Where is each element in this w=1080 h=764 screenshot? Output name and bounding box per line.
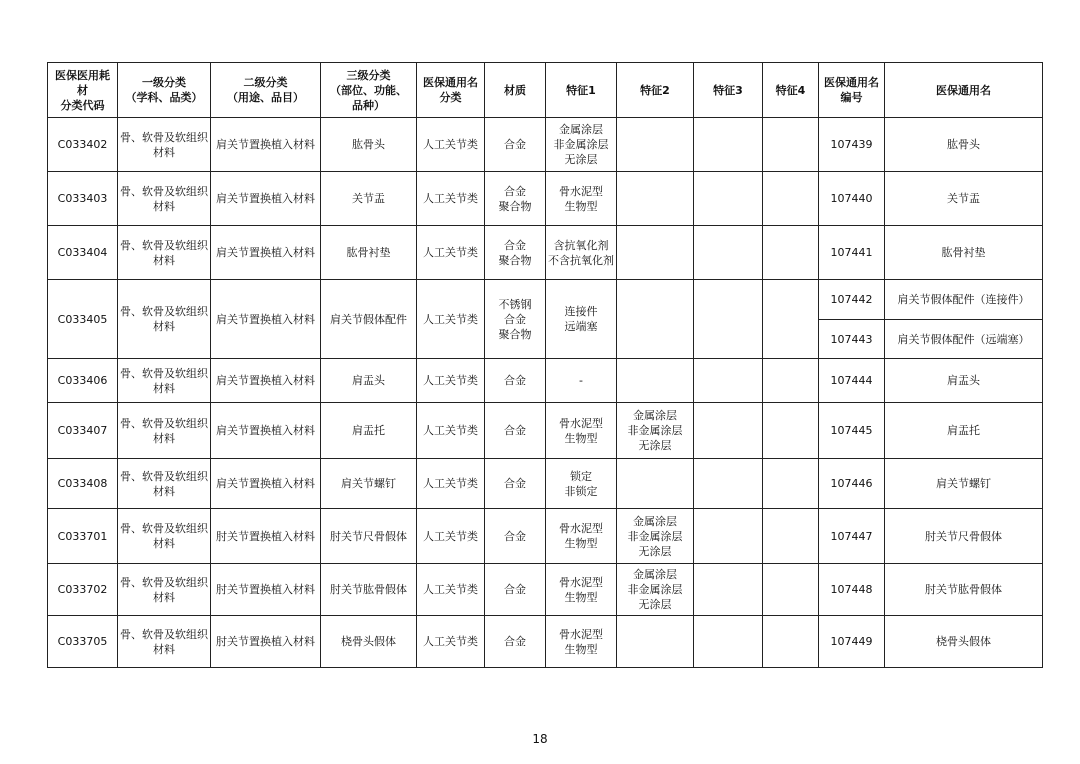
cell-feature2 xyxy=(617,118,694,172)
cell-material: 合金 xyxy=(485,118,546,172)
cell-number: 107442 xyxy=(819,280,885,320)
cell-number: 107447 xyxy=(819,509,885,564)
cell-level1: 骨、软骨及软组织 材料 xyxy=(118,509,211,564)
cell-category: 人工关节类 xyxy=(417,459,485,509)
table-row xyxy=(48,359,1043,403)
cell-feature2: 金属涂层 非金属涂层 无涂层 xyxy=(617,564,694,616)
cell-code: C033402 xyxy=(48,118,118,172)
header-level2: 二级分类 （用途、品目） xyxy=(211,63,321,118)
cell-feature1: - xyxy=(546,359,617,403)
cell-code: C033407 xyxy=(48,403,118,459)
cell-level3: 桡骨头假体 xyxy=(321,616,417,668)
cell-feature2 xyxy=(617,172,694,226)
cell-name: 肩盂托 xyxy=(885,403,1043,459)
cell-number: 107440 xyxy=(819,172,885,226)
cell-material: 合金 xyxy=(485,564,546,616)
cell-level3: 肱骨衬垫 xyxy=(321,226,417,280)
cell-number: 107444 xyxy=(819,359,885,403)
cell-feature2 xyxy=(617,359,694,403)
cell-name: 肘关节尺骨假体 xyxy=(885,509,1043,564)
cell-feature4 xyxy=(763,359,819,403)
cell-code: C033701 xyxy=(48,509,118,564)
cell-feature1: 骨水泥型 生物型 xyxy=(546,509,617,564)
cell-feature1: 骨水泥型 生物型 xyxy=(546,564,617,616)
cell-level1: 骨、软骨及软组织 材料 xyxy=(118,616,211,668)
cell-number: 107445 xyxy=(819,403,885,459)
header-feature4: 特征4 xyxy=(763,63,819,118)
header-code: 医保医用耗材 分类代码 xyxy=(48,63,118,118)
cell-material: 合金 聚合物 xyxy=(485,172,546,226)
cell-feature2 xyxy=(617,459,694,509)
cell-category: 人工关节类 xyxy=(417,564,485,616)
cell-name: 肩关节假体配件（远端塞） xyxy=(885,320,1043,359)
cell-level3: 肩盂头 xyxy=(321,359,417,403)
cell-category: 人工关节类 xyxy=(417,616,485,668)
cell-code: C033406 xyxy=(48,359,118,403)
cell-level1: 骨、软骨及软组织 材料 xyxy=(118,564,211,616)
cell-level2: 肩关节置换植入材料 xyxy=(211,359,321,403)
cell-level2: 肘关节置换植入材料 xyxy=(211,616,321,668)
cell-category: 人工关节类 xyxy=(417,509,485,564)
cell-level1: 骨、软骨及软组织 材料 xyxy=(118,280,211,359)
cell-material: 不锈钢 合金 聚合物 xyxy=(485,280,546,359)
cell-feature4 xyxy=(763,280,819,359)
cell-name: 关节盂 xyxy=(885,172,1043,226)
cell-feature2 xyxy=(617,226,694,280)
table-row xyxy=(48,616,1043,668)
cell-feature4 xyxy=(763,226,819,280)
cell-level1: 骨、软骨及软组织 材料 xyxy=(118,403,211,459)
cell-category: 人工关节类 xyxy=(417,226,485,280)
cell-code: C033404 xyxy=(48,226,118,280)
cell-level3: 肩盂托 xyxy=(321,403,417,459)
cell-feature3 xyxy=(694,226,763,280)
cell-number: 107449 xyxy=(819,616,885,668)
cell-feature4 xyxy=(763,403,819,459)
cell-feature1: 骨水泥型 生物型 xyxy=(546,172,617,226)
classification-table xyxy=(47,62,1043,668)
cell-name: 肘关节肱骨假体 xyxy=(885,564,1043,616)
cell-feature3 xyxy=(694,509,763,564)
header-material: 材质 xyxy=(485,63,546,118)
cell-name: 肩关节螺钉 xyxy=(885,459,1043,509)
table-header xyxy=(48,63,1043,118)
table-row xyxy=(48,403,1043,459)
cell-name: 肱骨衬垫 xyxy=(885,226,1043,280)
cell-feature4 xyxy=(763,459,819,509)
header-category: 医保通用名 分类 xyxy=(417,63,485,118)
cell-category: 人工关节类 xyxy=(417,172,485,226)
cell-level3: 肘关节肱骨假体 xyxy=(321,564,417,616)
cell-code: C033702 xyxy=(48,564,118,616)
cell-code: C033403 xyxy=(48,172,118,226)
cell-name: 肩关节假体配件（连接件） xyxy=(885,280,1043,320)
cell-number: 107446 xyxy=(819,459,885,509)
cell-feature1: 骨水泥型 生物型 xyxy=(546,616,617,668)
cell-level2: 肩关节置换植入材料 xyxy=(211,172,321,226)
table-body xyxy=(48,118,1043,668)
cell-code: C033408 xyxy=(48,459,118,509)
cell-feature3 xyxy=(694,564,763,616)
cell-feature3 xyxy=(694,359,763,403)
cell-feature1: 锁定 非锁定 xyxy=(546,459,617,509)
cell-name: 肩盂头 xyxy=(885,359,1043,403)
cell-level1: 骨、软骨及软组织 材料 xyxy=(118,226,211,280)
header-feature1: 特征1 xyxy=(546,63,617,118)
cell-category: 人工关节类 xyxy=(417,118,485,172)
cell-material: 合金 聚合物 xyxy=(485,226,546,280)
header-level1: 一级分类 （学科、品类） xyxy=(118,63,211,118)
cell-level3: 关节盂 xyxy=(321,172,417,226)
cell-code: C033405 xyxy=(48,280,118,359)
cell-feature1: 连接件 远端塞 xyxy=(546,280,617,359)
header-level3: 三级分类 （部位、功能、 品种） xyxy=(321,63,417,118)
header-number: 医保通用名 编号 xyxy=(819,63,885,118)
cell-category: 人工关节类 xyxy=(417,359,485,403)
table-row xyxy=(48,459,1043,509)
cell-level3: 肱骨头 xyxy=(321,118,417,172)
cell-level1: 骨、软骨及软组织 材料 xyxy=(118,172,211,226)
cell-feature2 xyxy=(617,616,694,668)
cell-feature1: 金属涂层 非金属涂层 无涂层 xyxy=(546,118,617,172)
cell-feature3 xyxy=(694,280,763,359)
page-number: 18 xyxy=(532,732,548,746)
cell-feature1: 骨水泥型 生物型 xyxy=(546,403,617,459)
cell-material: 合金 xyxy=(485,459,546,509)
cell-feature3 xyxy=(694,459,763,509)
cell-level3: 肩关节螺钉 xyxy=(321,459,417,509)
cell-feature4 xyxy=(763,118,819,172)
cell-level1: 骨、软骨及软组织 材料 xyxy=(118,459,211,509)
cell-level2: 肘关节置换植入材料 xyxy=(211,509,321,564)
cell-number: 107443 xyxy=(819,320,885,359)
cell-feature1: 含抗氧化剂 不含抗氧化剂 xyxy=(546,226,617,280)
cell-level2: 肘关节置换植入材料 xyxy=(211,564,321,616)
cell-level2: 肩关节置换植入材料 xyxy=(211,280,321,359)
cell-level3: 肩关节假体配件 xyxy=(321,280,417,359)
cell-material: 合金 xyxy=(485,616,546,668)
cell-feature4 xyxy=(763,616,819,668)
cell-level3: 肘关节尺骨假体 xyxy=(321,509,417,564)
cell-feature4 xyxy=(763,564,819,616)
cell-level2: 肩关节置换植入材料 xyxy=(211,118,321,172)
table-row xyxy=(48,509,1043,564)
cell-feature2 xyxy=(617,280,694,359)
cell-name: 肱骨头 xyxy=(885,118,1043,172)
table-row xyxy=(48,226,1043,280)
cell-feature4 xyxy=(763,172,819,226)
cell-code: C033705 xyxy=(48,616,118,668)
cell-number: 107439 xyxy=(819,118,885,172)
cell-level1: 骨、软骨及软组织 材料 xyxy=(118,118,211,172)
table-row xyxy=(48,280,1043,320)
cell-material: 合金 xyxy=(485,359,546,403)
table-row xyxy=(48,564,1043,616)
cell-level2: 肩关节置换植入材料 xyxy=(211,459,321,509)
cell-feature2: 金属涂层 非金属涂层 无涂层 xyxy=(617,509,694,564)
header-name: 医保通用名 xyxy=(885,63,1043,118)
table-row xyxy=(48,118,1043,172)
cell-feature3 xyxy=(694,616,763,668)
cell-material: 合金 xyxy=(485,403,546,459)
table-row xyxy=(48,172,1043,226)
cell-level1: 骨、软骨及软组织 材料 xyxy=(118,359,211,403)
cell-number: 107441 xyxy=(819,226,885,280)
cell-feature4 xyxy=(763,509,819,564)
header-feature3: 特征3 xyxy=(694,63,763,118)
cell-feature3 xyxy=(694,118,763,172)
cell-category: 人工关节类 xyxy=(417,280,485,359)
cell-feature3 xyxy=(694,403,763,459)
cell-material: 合金 xyxy=(485,509,546,564)
cell-level2: 肩关节置换植入材料 xyxy=(211,403,321,459)
cell-category: 人工关节类 xyxy=(417,403,485,459)
header-feature2: 特征2 xyxy=(617,63,694,118)
cell-level2: 肩关节置换植入材料 xyxy=(211,226,321,280)
cell-feature3 xyxy=(694,172,763,226)
cell-number: 107448 xyxy=(819,564,885,616)
cell-feature2: 金属涂层 非金属涂层 无涂层 xyxy=(617,403,694,459)
cell-name: 桡骨头假体 xyxy=(885,616,1043,668)
